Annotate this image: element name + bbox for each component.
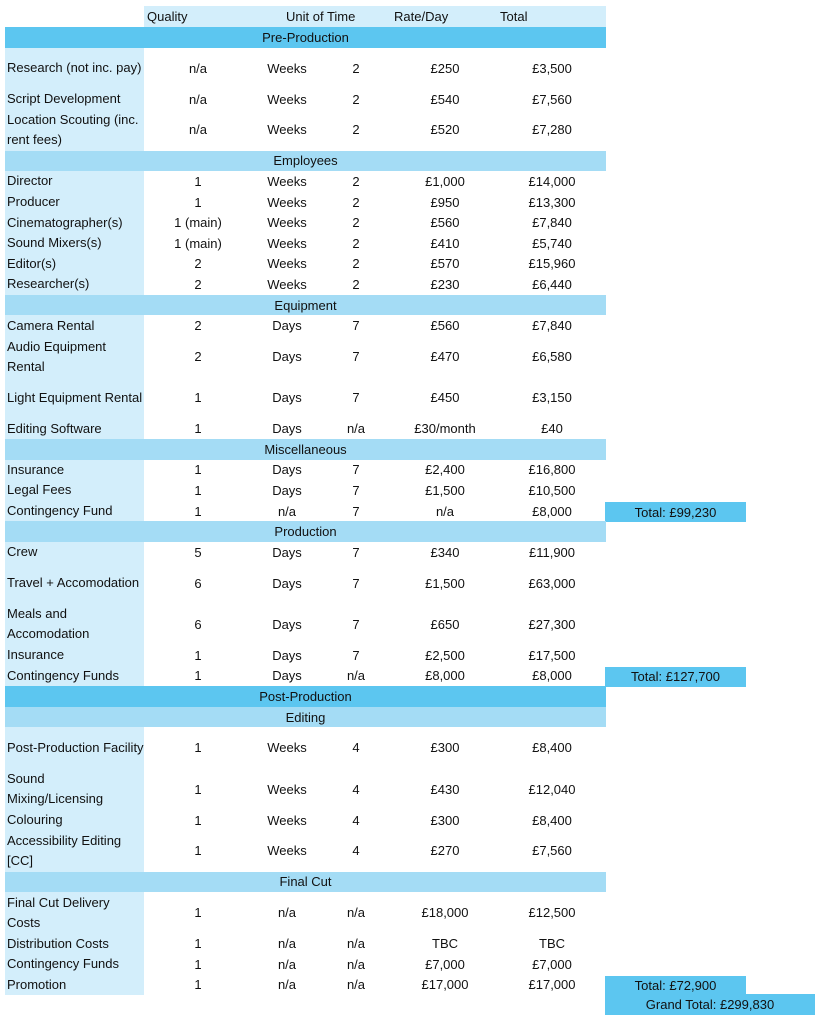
cell-rate-per-day: £430 [430, 781, 460, 797]
cell-quality: 1 [194, 812, 202, 828]
cell-total: £14,000 [528, 173, 576, 189]
cell-quality: 1 [194, 977, 202, 993]
cell-unit-of-time: Weeks [267, 781, 307, 797]
cell-count: 7 [352, 647, 360, 663]
cell-rate-per-day: £250 [430, 60, 460, 76]
cell-unit-of-time: n/a [277, 977, 297, 993]
cell-total: £7,560 [532, 843, 572, 859]
column-header-rate: Rate/Day [394, 9, 449, 24]
cell-rate-per-day: £1,500 [425, 482, 465, 498]
cell-rate-per-day: £560 [430, 215, 460, 231]
cell-rate-per-day: £1,500 [425, 575, 465, 591]
cell-rate-per-day: £560 [430, 318, 460, 334]
cell-total: £8,400 [532, 812, 572, 828]
row-label: Camera Rental [5, 315, 144, 336]
cell-quality: 1 [194, 905, 202, 921]
cell-unit-of-time: Weeks [267, 276, 307, 292]
cell-rate-per-day: £7,000 [425, 956, 465, 972]
cell-quality: n/a [188, 122, 208, 138]
cell-quality: 6 [194, 616, 202, 632]
cell-count: n/a [346, 936, 366, 952]
section-header: Final Cut [5, 872, 606, 893]
cell-unit-of-time: n/a [277, 905, 297, 921]
section-header: Employees [5, 151, 606, 172]
cell-quality: 1 [194, 781, 202, 797]
cell-total: £7,000 [532, 956, 572, 972]
cell-rate-per-day: £650 [430, 616, 460, 632]
cell-count: 2 [352, 276, 360, 292]
cell-quality: 1 [194, 421, 202, 437]
cell-rate-per-day: £8,000 [425, 668, 465, 684]
cell-total: £6,580 [532, 349, 572, 365]
cell-unit-of-time: n/a [277, 956, 297, 972]
cell-total: £15,960 [528, 256, 576, 272]
cell-rate-per-day: £520 [430, 122, 460, 138]
row-label: Audio Equipment Rental [5, 336, 144, 377]
section-header: Editing [5, 707, 606, 728]
cell-total: £6,440 [532, 276, 572, 292]
row-label: Legal Fees [5, 480, 144, 501]
cell-rate-per-day: £30/month [414, 421, 476, 437]
cell-quality: 6 [194, 575, 202, 591]
cell-quality: 1 [194, 668, 202, 684]
cell-total: £8,000 [532, 668, 572, 684]
cell-total: £16,800 [528, 462, 576, 478]
cell-rate-per-day: £2,500 [425, 647, 465, 663]
cell-quality: 2 [194, 276, 202, 292]
cell-count: 7 [352, 462, 360, 478]
cell-count: n/a [346, 956, 366, 972]
section-total-box: Total: £99,230 [605, 502, 746, 523]
row-label: Cinematographer(s) [5, 212, 144, 233]
cell-total: £13,300 [528, 194, 576, 210]
cell-unit-of-time: Weeks [267, 194, 307, 210]
cell-total: £7,280 [532, 122, 572, 138]
cell-unit-of-time: Days [272, 616, 302, 632]
section-header: Equipment [5, 295, 606, 316]
cell-count: 7 [352, 318, 360, 334]
cell-unit-of-time: Weeks [267, 235, 307, 251]
cell-unit-of-time: Weeks [267, 215, 307, 231]
row-label: Location Scouting (inc. rent fees) [5, 109, 144, 150]
cell-rate-per-day: £470 [430, 349, 460, 365]
cell-quality: 2 [194, 256, 202, 272]
cell-total: £63,000 [528, 575, 576, 591]
cell-unit-of-time: Days [272, 575, 302, 591]
cell-count: 2 [352, 122, 360, 138]
cell-total: £17,500 [528, 647, 576, 663]
row-label: Post-Production Facility [5, 727, 144, 768]
column-header-total: Total [500, 9, 528, 24]
row-label: Director [5, 171, 144, 192]
cell-count: 4 [352, 740, 360, 756]
row-label: Research (not inc. pay) [5, 48, 144, 89]
cell-count: 7 [352, 616, 360, 632]
column-header-unit: Unit of Time [286, 9, 356, 24]
row-label: Promotion [5, 975, 144, 996]
cell-quality: 1 (main) [174, 215, 222, 231]
row-label: Colouring [5, 810, 144, 831]
row-label: Insurance [5, 460, 144, 481]
cell-unit-of-time: n/a [277, 936, 297, 952]
cell-rate-per-day: £17,000 [421, 977, 469, 993]
cell-total: £17,000 [528, 977, 576, 993]
cell-total: TBC [539, 936, 565, 952]
cell-count: 4 [352, 843, 360, 859]
cell-count: 7 [352, 503, 360, 519]
cell-total: £27,300 [528, 616, 576, 632]
cell-rate-per-day: £300 [430, 812, 460, 828]
cell-unit-of-time: Days [272, 544, 302, 560]
section-total-box: Total: £127,700 [605, 667, 746, 688]
cell-count: 7 [352, 482, 360, 498]
cell-total: £3,150 [532, 390, 572, 406]
row-label: Crew [5, 542, 144, 563]
cell-unit-of-time: Days [272, 462, 302, 478]
cell-unit-of-time: Weeks [267, 740, 307, 756]
cell-rate-per-day: £230 [430, 276, 460, 292]
row-label: Accessibility Editing [CC] [5, 830, 144, 871]
cell-unit-of-time: Weeks [267, 91, 307, 107]
cell-count: 7 [352, 544, 360, 560]
cell-total: £12,040 [528, 781, 576, 797]
cell-rate-per-day: £410 [430, 235, 460, 251]
cell-total: £12,500 [528, 905, 576, 921]
cell-quality: 5 [194, 544, 202, 560]
cell-count: 7 [352, 390, 360, 406]
cell-total: £7,840 [532, 318, 572, 334]
cell-quality: 1 [194, 843, 202, 859]
cell-unit-of-time: Days [272, 421, 302, 437]
row-label: Sound Mixing/Licensing [5, 769, 144, 810]
cell-rate-per-day: £450 [430, 390, 460, 406]
cell-unit-of-time: Weeks [267, 843, 307, 859]
cell-total: £3,500 [532, 60, 572, 76]
cell-quality: n/a [188, 60, 208, 76]
cell-quality: 2 [194, 318, 202, 334]
cell-count: 2 [352, 173, 360, 189]
cell-rate-per-day: n/a [435, 503, 455, 519]
cell-quality: 1 [194, 462, 202, 478]
cell-quality: 1 [194, 173, 202, 189]
cell-quality: n/a [188, 91, 208, 107]
cell-unit-of-time: Days [272, 390, 302, 406]
cell-unit-of-time: Weeks [267, 60, 307, 76]
row-label: Travel + Accomodation [5, 563, 144, 604]
cell-rate-per-day: £300 [430, 740, 460, 756]
cell-total: £8,000 [532, 503, 572, 519]
section-header: Post-Production [5, 686, 606, 707]
cell-count: n/a [346, 668, 366, 684]
cell-count: 2 [352, 256, 360, 272]
cell-count: n/a [346, 421, 366, 437]
cell-unit-of-time: Days [272, 482, 302, 498]
row-label: Final Cut Delivery Costs [5, 892, 144, 933]
row-label: Researcher(s) [5, 274, 144, 295]
cell-count: 2 [352, 215, 360, 231]
cell-unit-of-time: Days [272, 647, 302, 663]
cell-count: n/a [346, 905, 366, 921]
section-header: Production [5, 521, 606, 542]
cell-rate-per-day: £18,000 [421, 905, 469, 921]
cell-rate-per-day: £340 [430, 544, 460, 560]
cell-count: 2 [352, 194, 360, 210]
row-label: Producer [5, 192, 144, 213]
cell-quality: 1 [194, 956, 202, 972]
cell-quality: 1 [194, 503, 202, 519]
cell-count: 7 [352, 575, 360, 591]
cell-unit-of-time: Days [272, 349, 302, 365]
cell-quality: 1 (main) [174, 235, 222, 251]
cell-total: £7,560 [532, 91, 572, 107]
section-header: Pre-Production [5, 27, 606, 48]
cell-rate-per-day: £540 [430, 91, 460, 107]
cell-rate-per-day: £570 [430, 256, 460, 272]
cell-total: £8,400 [532, 740, 572, 756]
cell-quality: 1 [194, 936, 202, 952]
cell-quality: 2 [194, 349, 202, 365]
cell-unit-of-time: Days [272, 318, 302, 334]
column-header-row [144, 6, 606, 27]
cell-rate-per-day: TBC [432, 936, 458, 952]
cell-count: 7 [352, 349, 360, 365]
cell-count: 4 [352, 812, 360, 828]
row-label: Editor(s) [5, 254, 144, 275]
cell-total: £10,500 [528, 482, 576, 498]
cell-rate-per-day: £1,000 [425, 173, 465, 189]
cell-unit-of-time: Weeks [267, 122, 307, 138]
cell-total: £7,840 [532, 215, 572, 231]
row-label: Insurance [5, 645, 144, 666]
cell-quality: 1 [194, 194, 202, 210]
cell-unit-of-time: n/a [277, 503, 297, 519]
row-label: Light Equipment Rental [5, 377, 144, 418]
cell-total: £40 [541, 421, 563, 437]
cell-unit-of-time: Weeks [267, 256, 307, 272]
cell-quality: 1 [194, 740, 202, 756]
cell-unit-of-time: Days [272, 668, 302, 684]
row-label: Contingency Funds [5, 666, 144, 687]
cell-rate-per-day: £950 [430, 194, 460, 210]
row-label: Distribution Costs [5, 933, 144, 954]
cell-unit-of-time: Weeks [267, 173, 307, 189]
grand-total-box: Grand Total: £299,830 [605, 994, 815, 1015]
cell-rate-per-day: £2,400 [425, 462, 465, 478]
row-label: Contingency Fund [5, 501, 144, 522]
column-header-quality: Quality [147, 9, 188, 24]
cell-quality: 1 [194, 482, 202, 498]
cell-count: 2 [352, 60, 360, 76]
cell-count: 2 [352, 91, 360, 107]
cell-quality: 1 [194, 390, 202, 406]
cell-unit-of-time: Weeks [267, 812, 307, 828]
section-total-box: Total: £72,900 [605, 976, 746, 997]
row-label: Sound Mixers(s) [5, 233, 144, 254]
cell-quality: 1 [194, 647, 202, 663]
cell-count: n/a [346, 977, 366, 993]
cell-total: £11,900 [528, 544, 576, 560]
cell-rate-per-day: £270 [430, 843, 460, 859]
cell-count: 2 [352, 235, 360, 251]
cell-total: £5,740 [532, 235, 572, 251]
cell-count: 4 [352, 781, 360, 797]
row-label: Script Development [5, 89, 144, 110]
section-header: Miscellaneous [5, 439, 606, 460]
row-label: Editing Software [5, 418, 144, 439]
row-label: Meals and Accomodation [5, 604, 144, 645]
row-label: Contingency Funds [5, 954, 144, 975]
